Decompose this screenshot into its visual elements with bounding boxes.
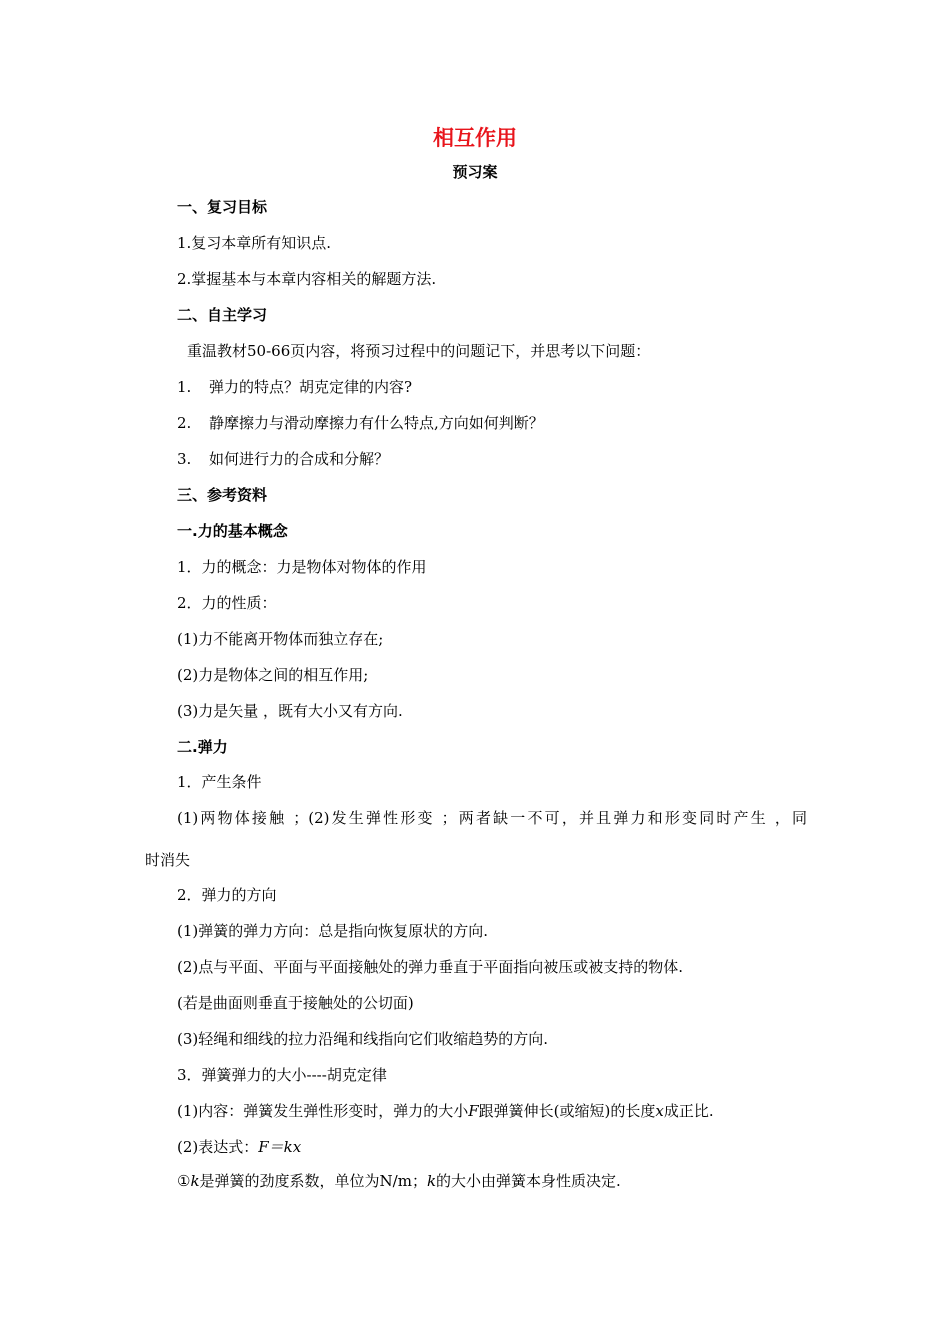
section-heading-reference: 三、参考资料: [177, 486, 268, 504]
text-span: (2)表达式：: [177, 1138, 259, 1156]
text-line: 1．产生条件: [177, 773, 262, 791]
text-span: 的大小由弹簧本身性质决定.: [436, 1172, 621, 1190]
variable-x: x: [655, 1102, 664, 1120]
formula: F＝kx: [258, 1138, 302, 1156]
hooke-law-expression: [177, 1137, 301, 1157]
text-line: (3)力是矢量 ，既有大小又有方向.: [177, 702, 403, 720]
question-number: 2.: [177, 414, 192, 432]
question-item: [177, 449, 389, 469]
text-line: (3)轻绳和细线的拉力沿绳和线指向它们收缩趋势的方向.: [177, 1030, 549, 1048]
review-goal-item: 2.掌握基本与本章内容相关的解题方法.: [177, 270, 437, 288]
question-item: [177, 377, 412, 397]
question-text: 如何进行力的合成和分解？: [209, 450, 390, 468]
question-text: 弹力的特点？胡克定律的内容?: [209, 378, 413, 396]
text-line: 2．力的性质：: [177, 594, 277, 612]
variable-k: k: [426, 1172, 437, 1190]
subsection-heading-elastic-force: 二.弹力: [177, 738, 228, 756]
text-line: 2．弹力的方向: [177, 886, 277, 904]
hooke-law-k-note: [177, 1171, 621, 1191]
text-line: (若是曲面则垂直于接触处的公切面): [177, 994, 414, 1012]
document-subtitle: 预习案: [452, 163, 498, 181]
variable-F: F: [468, 1102, 479, 1120]
text-span: 跟弹簧伸长(或缩短)的长度: [478, 1102, 656, 1120]
text-line: (1)力不能离开物体而独立存在;: [177, 630, 384, 648]
variable-k: k: [190, 1172, 200, 1190]
section-heading-review-goals: 一、复习目标: [177, 198, 268, 216]
question-text: 静摩擦力与滑动摩擦力有什么特点,方向如何判断？: [209, 414, 544, 432]
hooke-law-content: [177, 1101, 714, 1121]
review-goal-item: 1.复习本章所有知识点.: [177, 234, 332, 252]
text-line: (1)弹簧的弹力方向：总是指向恢复原状的方向.: [177, 922, 489, 940]
question-number: 3.: [177, 450, 192, 468]
circled-number: ①: [177, 1172, 191, 1190]
text-line: (2)力是物体之间的相互作用;: [177, 666, 369, 684]
question-item: [177, 413, 544, 433]
text-line: 1．力的概念：力是物体对物体的作用: [177, 558, 427, 576]
text-span: 是弹簧的劲度系数，单位为N/m；: [199, 1172, 427, 1190]
text-span: (1)内容：弹簧发生弹性形变时，弹力的大小: [177, 1102, 469, 1120]
subsection-heading-force-concept: 一.力的基本概念: [177, 522, 288, 540]
text-line: 时消失: [145, 851, 191, 869]
self-study-intro: 重温教材50-66页内容，将预习过程中的问题记下，并思考以下问题：: [187, 342, 651, 360]
document-title: 相互作用: [433, 126, 517, 150]
section-heading-self-study: 二、自主学习: [177, 306, 268, 324]
question-number: 1.: [177, 378, 192, 396]
text-line: (2)点与平面、平面与平面接触处的弹力垂直于平面指向被压或被支持的物体.: [177, 958, 684, 976]
text-line: (1)两物体接触 ；(2)发生弹性形变 ；两者缺一不可，并且弹力和形变同时产生 ，同: [177, 809, 807, 827]
text-span: 成正比.: [663, 1102, 714, 1120]
text-line: 3．弹簧弹力的大小----胡克定律: [177, 1066, 387, 1084]
